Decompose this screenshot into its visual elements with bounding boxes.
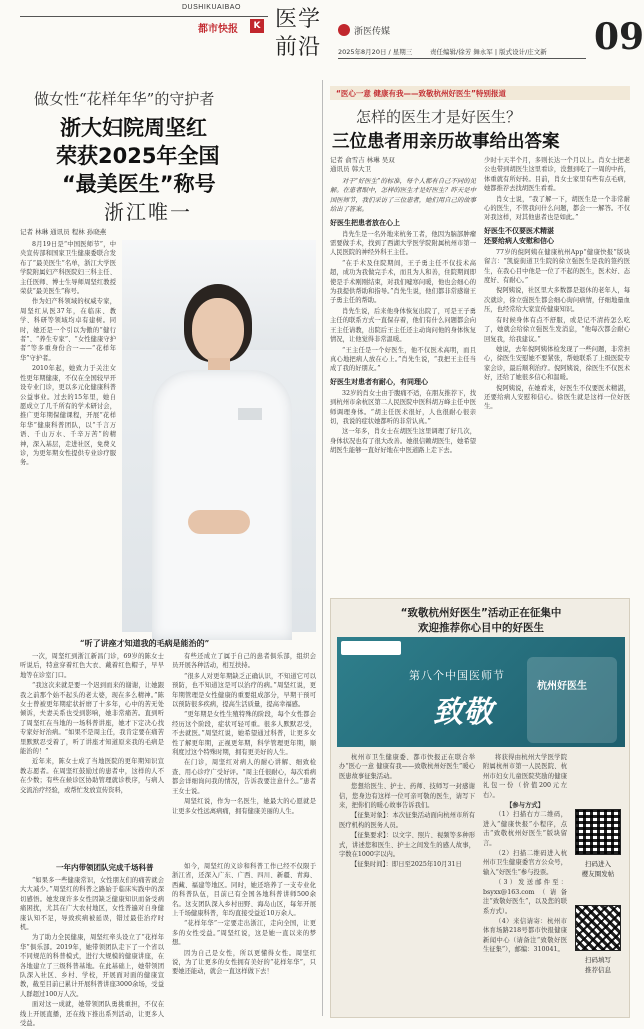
paragraph: “在手术及住院期间，王子勇主任不仅技术高超，成功为我做完手术，而且为人和善，住院期间即使是手术刚刚结束，对我们嘘寒问暖，他也会细心的为我提供帮助和指导。”肖先生说，他们都非常感谢王子勇主任的帮助。 bbox=[330, 259, 476, 305]
qr-caption-1: 扫码进入 bbox=[585, 860, 611, 868]
paragraph: 近年来，陈女士成了当地医院的更年期知识宣教志愿者。在周坚红鼓励过的患者中，这样的人不在少数；有些在候诊区协助管理就诊秩序，与病人交流治疗经验，或帮忙发放宣传资料， bbox=[20, 758, 164, 794]
left-quote-title: “听了讲座才知道我的毛病是能治的” bbox=[80, 638, 210, 648]
qr-caption-2: 樱友圈发帖 bbox=[581, 870, 615, 878]
left-headline-2: 荣获2025年全国 bbox=[56, 144, 220, 168]
paragraph: 杭州市卫生健康委、都市快报正在联合举办“医心一意 健康有我——致敬杭州好医生”暖心医患故事征集活动。 bbox=[339, 754, 475, 780]
right-col-b bbox=[484, 156, 630, 596]
brand-logo-letter: K bbox=[253, 21, 261, 31]
brand-underline bbox=[20, 16, 268, 17]
poster-caption-2: 致敬 bbox=[433, 695, 493, 730]
section-3-title-2: 还要给病人安慰和信心 bbox=[484, 236, 554, 245]
poster-corner-label bbox=[341, 641, 401, 655]
section-title-1: 医学 bbox=[275, 7, 322, 32]
paragraph: （2）扫描二维码进入杭州市卫生健康委官方公众号，输入“好医生”参与投票。 bbox=[483, 850, 567, 876]
paragraph: 有些还成立了属于自己的患者俱乐部，组织会员开展各种活动，相互扶持。 bbox=[172, 653, 316, 670]
portrait-coat bbox=[152, 370, 292, 640]
participation-title: 【参与方式】 bbox=[506, 802, 544, 810]
section-2-title: 好医生对患者有耐心，有同理心 bbox=[330, 377, 428, 386]
left-intro-p1: 8月19日是“中国医师节”，中央宣传部和国家卫生健康委联合发布了“最美医生”名单，浙江大学医学院附属妇产科医院妇三科主任、主任医师、博士生导师周坚红教授荣获“最美医生”称号。 bbox=[20, 241, 116, 296]
section-3-intro bbox=[484, 156, 630, 223]
left-headline-4: 浙江唯一 bbox=[104, 200, 192, 224]
masthead-rule bbox=[338, 58, 586, 59]
paragraph: “王主任是一个好医生，他不仅医术高明，而且真心地把病人放在心上。”肖先生说，“我把王主任当成了我的好朋友。” bbox=[330, 346, 476, 373]
brand-pinyin: DUSHIKUAIBAO bbox=[182, 4, 241, 11]
paragraph: 【征集对象】：本次征集活动面向杭州市所有医疗机构的医务人员。 bbox=[339, 812, 475, 829]
paragraph: 77岁的倪阿姨在健康杭州App“健康快报”版块留言：“凯旋街道卫生院的徐立强医生是我的签约医生，在我心目中他是一位了不起的医生，医术好、态度好、有耐心。” bbox=[484, 248, 630, 285]
left-intro-p2: 作为妇产科领域的权威专家，周坚红从医37年，在临床、教学、科研等领域均卓有建树。同时，她还是一个引以为傲的“健行者”、“养生专家”、“女性健康守护者”等多重身份合一——“花样年华”守护者。 bbox=[20, 298, 116, 362]
left-body-col-4 bbox=[172, 862, 316, 1016]
poster-corner-text: 杭州好医生 bbox=[537, 681, 587, 692]
portrait-hands bbox=[188, 510, 250, 534]
paragraph: （3）发送邮件至：bsyxx@163.com（请备注“致敬好医生”，以及您的联系方式）。 bbox=[483, 879, 567, 915]
poster-caption-1: 第八个中国医师节 bbox=[409, 669, 505, 682]
qr-caption-3: 扫码填写 bbox=[585, 956, 611, 964]
paragraph: 32岁的肖女士由于腹痛不适，在朋友推荐下，找到杭州市余杭区第二人民医院中医科胡万峰主任中医师调理身体。“胡主任医术很好，人也很耐心很亲切，我说的症状她都听的非常认真。” bbox=[330, 389, 476, 425]
left-kicker: 做女性“花样年华”的守护者 bbox=[34, 90, 215, 108]
poster-pill-image bbox=[527, 657, 617, 743]
left-body-col-2 bbox=[172, 652, 316, 857]
section-1-title: 好医生把患者放在心上 bbox=[330, 218, 400, 227]
box-col-1 bbox=[339, 753, 475, 1015]
column-divider bbox=[322, 80, 323, 1016]
paragraph: 少时十天半个月，多则长达一个月以上。肖女士把老公也带到胡医生这里看诊，没想到吃了一周的中药，体重就有所好转。目前，肖女士家里有些有点毛病，她都推荐去找胡医生看看。 bbox=[484, 157, 630, 193]
section-2-body bbox=[330, 389, 476, 456]
series-kicker: “医心一意 健康有我——致敬杭州好医生”特别报道 bbox=[336, 89, 506, 98]
left-article bbox=[20, 82, 316, 1028]
doctors-day-poster-image bbox=[337, 637, 625, 747]
partner-logo-text: 浙医传媒 bbox=[354, 27, 391, 37]
paragraph: 【征集要求】：以文字、照片、视频等多种形式，讲述您和医生、护士之间发生的感人故事，字数在1000字以内。 bbox=[339, 832, 475, 859]
left-subtitle-2: 一年内带领团队完成千场科普 bbox=[56, 863, 154, 872]
left-headline-3: “最美医生”称号 bbox=[62, 172, 216, 196]
paragraph: 肖先生是一名外地来杭务工者，他因为脑部肿瘤需要做手术，找到了西湖大学医学院附属杭州市第一人民医院的神经外科王主任。 bbox=[330, 230, 476, 257]
section-1-body bbox=[330, 230, 476, 374]
paragraph: “花样年华”一定要走出浙江，走向全国，让更多的女性受益。”周坚红说，这是她一直以来的梦想。 bbox=[172, 920, 316, 947]
paragraph: 周坚红说，作为一名医生，她最大的心愿就是让更多女性远离病痛，拥有健康美丽的人生。 bbox=[172, 798, 316, 815]
left-headline-1: 浙大妇院周坚红 bbox=[60, 116, 207, 140]
paragraph: 一次，周坚红到浙江新昌门诊，69岁的陈女士听说后，特意穿着红色大衣、戴着红色帽子，早早地等在诊室门口。 bbox=[20, 653, 164, 679]
paragraph: 倪阿姨说，在她看来，好医生不仅要医术精湛，还要给病人安慰和信心。徐医生就是这样一位好医生。 bbox=[484, 384, 630, 411]
paragraph: 因为自己是女性，所以更懂得女性。周坚红说，为了让更多的女性拥有美好的“花样年华”，只要她还能动，就会一直这样做下去！ bbox=[172, 949, 316, 976]
page-number: 09 bbox=[594, 16, 644, 58]
paragraph: 面对这一成就，她带领团队勇挑重担，不仅在线上开展直播，还在线下推出系列活动，让更多人受益。 bbox=[20, 1001, 164, 1028]
partner-logo-icon bbox=[338, 24, 350, 36]
masthead bbox=[0, 0, 642, 62]
qr-code-1-icon[interactable] bbox=[575, 809, 621, 855]
right-intro: 对于“好医生”的标准，每个人都有自己不同的见解。在患者眼中，怎样的医生才是好医生？昨天是中国医师节，我们采访了三位患者，她们用自己的故事给出了答案。 bbox=[330, 178, 476, 214]
paragraph: 您想给医生、护士、药师、技师写一封感谢信，您身边有这样一位可亲可敬的医生，请写下来，把你们的暖心故事告诉我们。 bbox=[339, 783, 475, 810]
paragraph: “更年期是女性生殖特殊的阶段，每个女性都会经历这个阶段，症状可轻可重。很多人默默忍受，不去就医。”周坚红说，她希望通过科普，让更多女性了解更年期，正视更年期，科学管理更年期，顺利度过这个特殊时期，拥有更美好的人生。 bbox=[172, 711, 316, 757]
paragraph: 肖女士说，“我了解一下，胡医生是一个非常耐心的医生，不管我问什么问题，都会一一解答。不仅对我这样，对其他患者也是如此。” bbox=[484, 195, 630, 222]
right-col-a bbox=[330, 156, 476, 596]
right-byline-1: 记者 俞雪吉 林琳 吴双 bbox=[330, 156, 395, 164]
box-col-2 bbox=[483, 753, 567, 1015]
paragraph: 这一年多，肖女士在胡医生这里调理了好几次，身体状况也有了很大改善。她很信赖胡医生，她希望胡医生能够一直好好地在中医道路上走下去。 bbox=[330, 428, 476, 455]
portrait-face bbox=[192, 298, 244, 362]
paragraph: 【征集时间】：即日至2025年10月31日 bbox=[351, 861, 462, 869]
paragraph: “我这次来就是要一个迟到而来的谢谢，让她跟我之前那个始不起头的老太婆，现在多么精神。”陈女士曾被更年期症状折磨了十多年，心中的苦无处倾诉，夫妻关系也受到影响，她非常痛苦。直到听了周坚红在当地的一场科普讲座，她才下定决心找专家好好治病。“如果不是周主任，我肯定要在痛苦里默默忍受着了，听了讲座才知道原来我的毛病是能治的！” bbox=[20, 682, 164, 756]
paragraph: 为了助力全民健康，周坚红牵头设立了“花样年华”俱乐部。2019年，她带领团队走下了一个省以不同规范的科普模式，进行大规模的健康讲座，在各地建立了三级科普基地。在此基础上，她带领团队深入社区、乡村、学校，开展面对面的健康宣教，截至目前已累计开展科普讲座3000余场，受益人群超过100万人次。 bbox=[20, 934, 164, 998]
qr-caption-4: 推荐信息 bbox=[585, 966, 611, 974]
qr-code-2-icon[interactable] bbox=[575, 905, 621, 951]
left-byline: 记者 林琳 通讯员 程林 孙晓燕 bbox=[20, 228, 107, 236]
paragraph: 肖先生说，后来他身体恢复出院了，可是王子勇主任的联系方式一直保存着，他们有什么问题都会向王主任请教，出院后王主任还主动询问他的身体恢复情况，让他觉得非常温暖。 bbox=[330, 307, 476, 344]
right-article bbox=[330, 82, 630, 602]
section-3-body bbox=[484, 248, 630, 412]
left-intro bbox=[20, 240, 116, 630]
paragraph: “如果多一些健康常识，女性朋友们的痛苦就会大大减少。”周坚红的科普之路始于临床实践中的深切感悟。她发现许多女性因缺乏健康知识而备受病痛困扰，尤其在广大农村地区，女性普遍对自身健康认知不足，导致疾病被延误，错过最佳治疗时机。 bbox=[20, 877, 164, 932]
section-3-title-1: 好医生不仅要医术精湛 bbox=[484, 226, 554, 235]
paragraph: “很多人对更年期缺乏正确认识，不知道它可以预防，也不知道这是可以治疗的病。”周坚红说，更年期管理是女性健康的重要组成部分，早期干预可以预防很多疾病，提高生活质量，提高幸福感。 bbox=[172, 672, 316, 709]
box-title-2: 欢迎推荐你心目中的好医生 bbox=[418, 622, 544, 634]
paragraph: 她说，去年倪阿姨体检发现了一些问题，非常担心，徐医生安慰她不要紧张，帮她联系了上级医院专家会诊，最后顺利治疗。倪阿姨说，徐医生不仅医术好，还给了她很多信心和温暖。 bbox=[484, 345, 630, 382]
paragraph: 如今，周坚红的义诊和科普工作已经不仅限于浙江省，还深入广东、广西、四川、新疆、青海、西藏、福建等地区。同时，她还培养了一支专业化的科普队伍，目前已有全国各地科普讲师500余名。这支团队深入乡村田野、海岛山区，每年开展上千场健康科普，年均直接受益近10万余人。 bbox=[172, 863, 316, 918]
editor-line: 责任编辑/徐芳 舞永军 | 版式设计/庄文新 bbox=[430, 48, 547, 56]
solicitation-box bbox=[330, 598, 630, 1018]
right-sub-headline: 怎样的医生才是好医生？ bbox=[356, 108, 522, 126]
paragraph: （4）来信请寄：杭州市体育场路218号都市快报健康新闻中心（请备注“致敬好医生征集”），邮编：310041。 bbox=[483, 917, 567, 954]
right-headline: 三位患者用亲历故事给出答案 bbox=[332, 132, 560, 152]
brand-name: 都市快报 bbox=[198, 24, 238, 35]
section-title-2: 前沿 bbox=[275, 35, 322, 60]
left-body-col-1 bbox=[20, 652, 164, 857]
paragraph: 有时候身体有点不舒服，或是记不清药怎么吃了，她就会给徐立强医生发消息，“他每次都会耐心回复我，给我建议。” bbox=[484, 316, 630, 343]
portrait-badge bbox=[238, 408, 262, 420]
brand-logo-icon bbox=[250, 19, 264, 33]
doctor-portrait-image bbox=[122, 240, 316, 632]
paragraph: （1）扫描右方二维码，进入“健康快报”小程序，点击“致敬杭州好医生”版块留言。 bbox=[483, 811, 567, 847]
left-body-col-3 bbox=[20, 876, 164, 1028]
box-title-1: “致敬杭州好医生”活动正在征集中 bbox=[400, 607, 562, 619]
date-line: 2025年8月20日 / 星期三 bbox=[338, 48, 413, 56]
right-byline-2: 通讯员 韩大卫 bbox=[330, 165, 372, 173]
paragraph: 在门诊，周坚红对病人的耐心讲解、细致检查、用心诊疗广受好评。“周主任很耐心，每次看病都会详细询问我的情况，告诉我要注意什么。”患者王女士说。 bbox=[172, 759, 316, 795]
paragraph: 倪阿姨说，社区里大多数都是退休的老年人，每次就诊，徐立强医生都会细心询问病情，仔细地量血压，也经常给大家宣传健康知识。 bbox=[484, 287, 630, 314]
left-intro-p3: 2010年起，她致力于关注女性更年期健康，不仅在全国较早开设专业门诊，更以多元化健康科普公益事业。过去的15年里，她自愿成立了几千所有的学术研讨会，推广更年期保健课程，开展“花样年华”健康科普团队，以“千言万语、千山万水、千辛万苦”的精神，深入基层，走进社区，免费义诊，为更年期女性提供专业诊疗服务。 bbox=[20, 365, 116, 467]
paragraph: 将获得由杭州大学医学院附属杭州市第一人民医院、杭州市妇女儿童医院奖励的健康礼包一份（价值200元左右）。 bbox=[483, 754, 567, 799]
right-intro-block bbox=[330, 177, 476, 215]
